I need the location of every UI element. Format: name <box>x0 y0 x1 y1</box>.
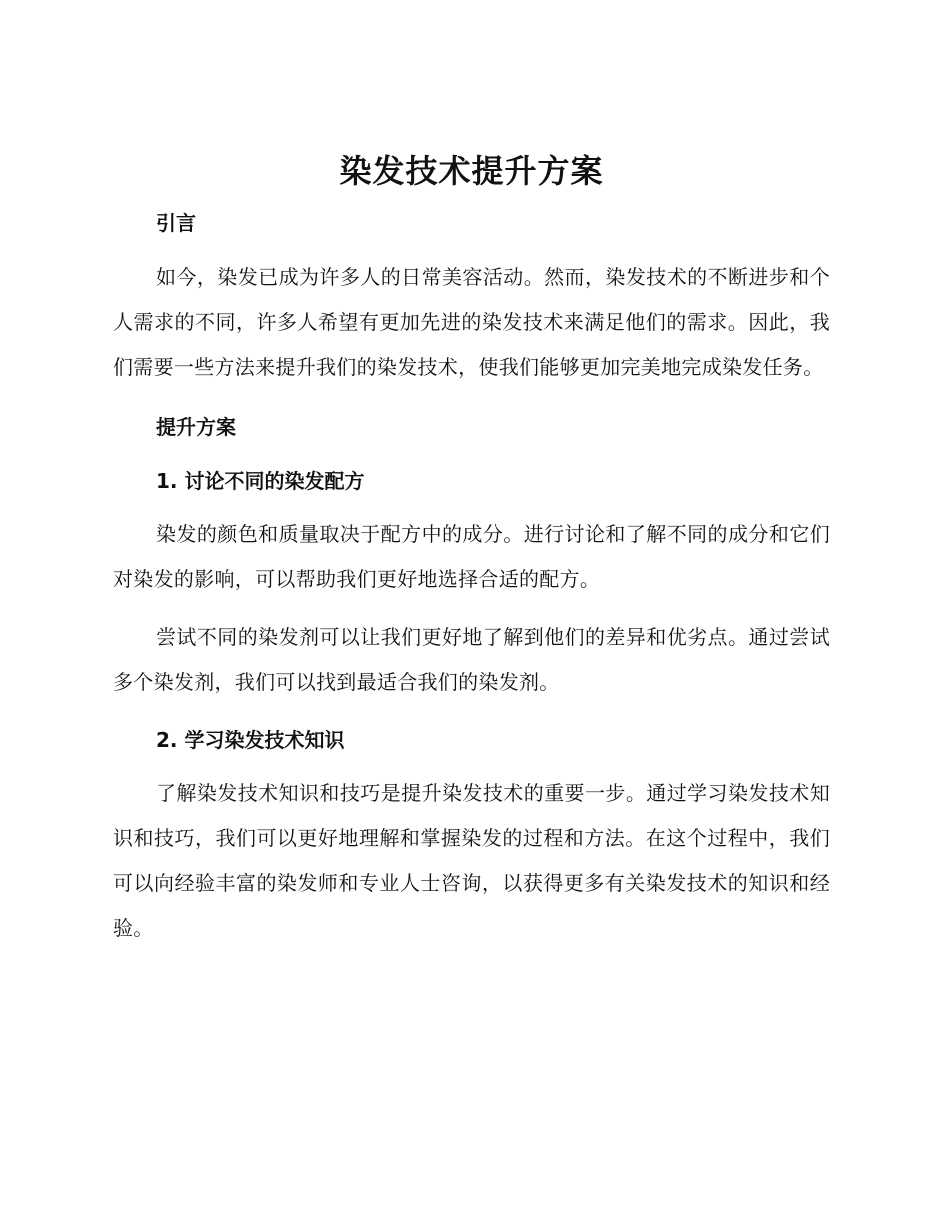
document-title: 染发技术提升方案 <box>339 152 604 190</box>
section1-paragraph-2: 尝试不同的染发剂可以让我们更好地了解到他们的差异和优劣点。通过尝试多个染发剂，我们可以找到最适合我们的染发剂。 <box>113 625 830 694</box>
intro-heading: 引言 <box>156 211 196 235</box>
section2-paragraph-1: 了解染发技术知识和技巧是提升染发技术的重要一步。通过学习染发技术知识和技巧，我们可以更好地理解和掌握染发的过程和方法。在这个过程中，我们可以向经验丰富的染发师和专业人士咨询，以获得更多有关染发技术的知识和经验。 <box>113 781 830 940</box>
plan-heading: 提升方案 <box>156 415 236 439</box>
section2-heading: 2. 学习染发技术知识 <box>156 728 345 752</box>
section1-paragraph-1: 染发的颜色和质量取决于配方中的成分。进行讨论和了解不同的成分和它们对染发的影响，可以帮助我们更好地选择合适的配方。 <box>113 522 830 591</box>
intro-paragraph: 如今，染发已成为许多人的日常美容活动。然而，染发技术的不断进步和个人需求的不同，许多人希望有更加先进的染发技术来满足他们的需求。因此，我们需要一些方法来提升我们的染发技术，使我们能够更加完美地完成染发任务。 <box>113 265 830 379</box>
section1-heading: 1. 讨论不同的染发配方 <box>156 469 365 493</box>
